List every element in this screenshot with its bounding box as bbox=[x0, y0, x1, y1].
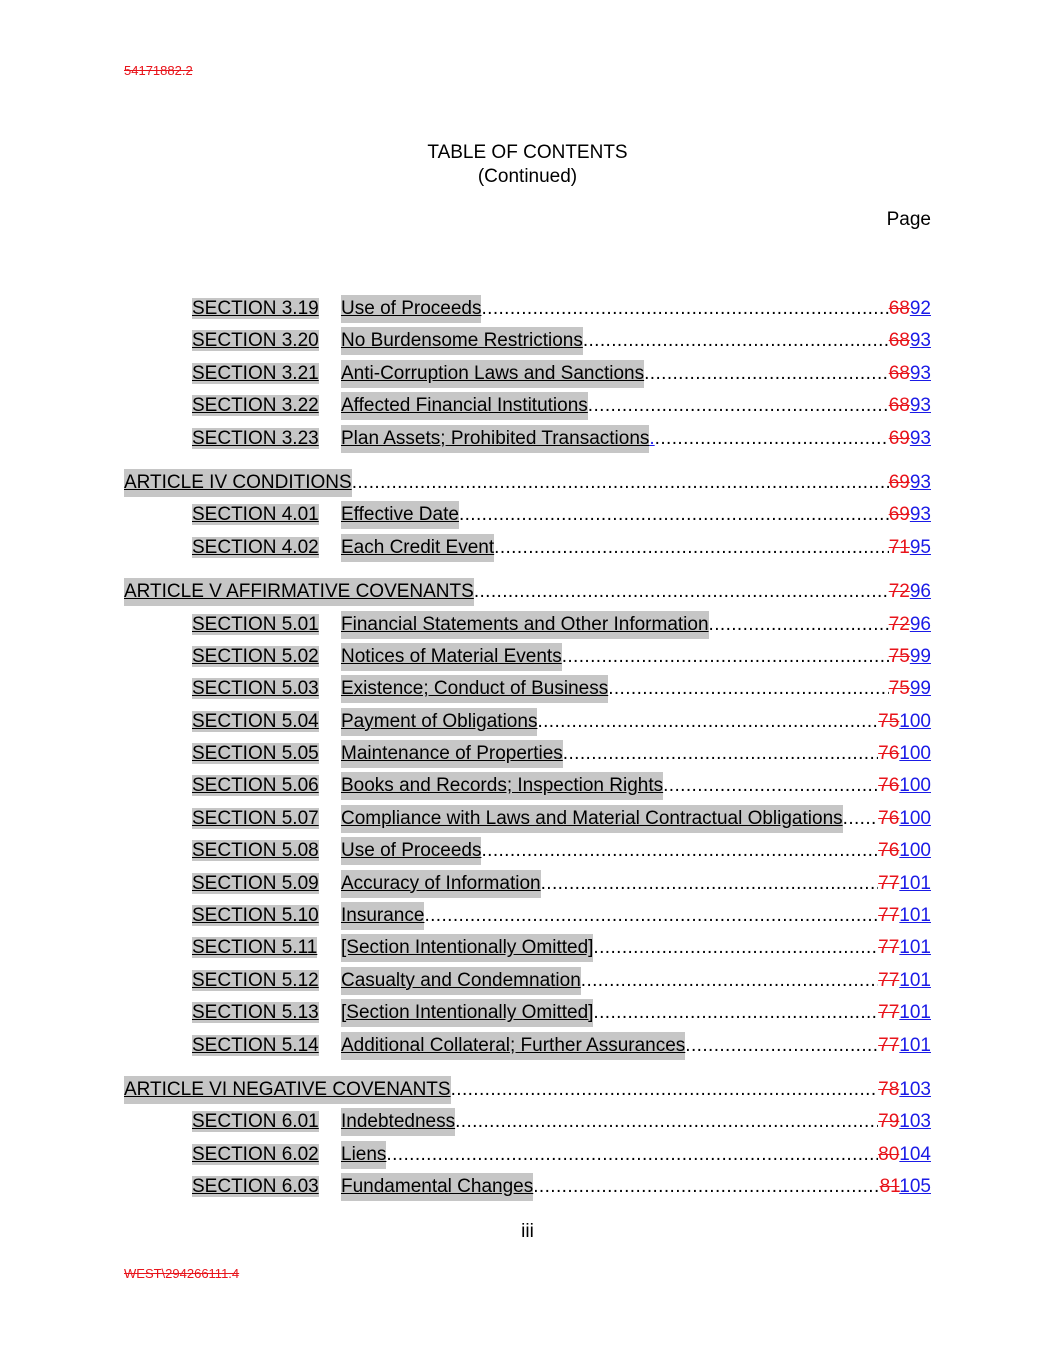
section-title[interactable]: Notices of Material Events bbox=[341, 643, 562, 671]
inserted-page-number[interactable]: 93 bbox=[909, 395, 931, 417]
inserted-page-number[interactable]: 101 bbox=[899, 872, 931, 894]
toc-section-row[interactable] bbox=[124, 805, 931, 837]
dot-leader bbox=[386, 1141, 878, 1169]
deleted-page-number: 68 bbox=[888, 298, 910, 319]
section-number-text[interactable]: SECTION 5.12 bbox=[192, 969, 319, 991]
toc-section-row[interactable] bbox=[124, 837, 931, 869]
deleted-page-number: 69 bbox=[888, 504, 910, 526]
section-number bbox=[192, 360, 341, 388]
deleted-page-number: 76 bbox=[878, 807, 900, 829]
toc-article-row[interactable] bbox=[124, 578, 931, 610]
section-title[interactable]: Liens bbox=[341, 1141, 386, 1169]
deleted-page-number: 68 bbox=[888, 362, 910, 384]
section-title[interactable]: Books and Records; Inspection Rights bbox=[341, 772, 663, 800]
dot-leader bbox=[581, 967, 878, 995]
deleted-page-number: 78 bbox=[878, 1078, 900, 1100]
section-number-text[interactable]: SECTION 5.13 bbox=[192, 1002, 319, 1024]
toc-section-row[interactable] bbox=[124, 1032, 931, 1064]
toc-section-row[interactable] bbox=[124, 870, 931, 902]
section-number-text[interactable]: SECTION 4.01 bbox=[192, 504, 319, 526]
page-subtitle: (Continued) bbox=[477, 166, 578, 187]
deleted-page-number: 77 bbox=[878, 905, 900, 927]
inserted-page-number[interactable]: 96 bbox=[909, 581, 931, 603]
inserted-page-number[interactable]: 101 bbox=[899, 1034, 931, 1056]
dot-leader bbox=[451, 1076, 879, 1104]
inserted-page-number[interactable]: 105 bbox=[899, 1176, 931, 1198]
section-title[interactable]: Compliance with Laws and Material Contractual Obligations bbox=[341, 805, 843, 833]
section-title[interactable]: Anti-Corruption Laws and Sanctions bbox=[341, 360, 644, 388]
section-number-text[interactable]: SECTION 5.11 bbox=[192, 937, 318, 959]
deleted-page-number: 79 bbox=[878, 1111, 900, 1133]
section-number bbox=[192, 1141, 341, 1169]
toc-section-row[interactable] bbox=[124, 999, 931, 1031]
page-reference[interactable] bbox=[878, 805, 931, 833]
page-reference[interactable] bbox=[889, 611, 931, 639]
page-reference[interactable] bbox=[878, 708, 931, 736]
section-number bbox=[192, 967, 341, 995]
section-number bbox=[192, 902, 341, 930]
dot-leader bbox=[459, 501, 889, 529]
page-reference[interactable] bbox=[889, 360, 931, 388]
section-title[interactable]: Affected Financial Institutions bbox=[341, 392, 588, 420]
inserted-page-number[interactable]: 100 bbox=[899, 710, 931, 732]
deleted-page-number: 68 bbox=[888, 395, 910, 417]
section-title[interactable]: Additional Collateral; Further Assurances bbox=[341, 1032, 685, 1060]
inserted-page-number[interactable]: 101 bbox=[899, 905, 931, 927]
deleted-page-number: 72 bbox=[888, 613, 910, 635]
dot-leader bbox=[593, 934, 878, 962]
inserted-page-number[interactable]: 100 bbox=[899, 775, 931, 797]
deleted-page-number: 76 bbox=[878, 743, 900, 765]
toc-section-row[interactable] bbox=[124, 740, 931, 772]
inserted-page-number[interactable]: 101 bbox=[899, 969, 931, 991]
section-number-text[interactable]: SECTION 5.03 bbox=[192, 678, 319, 700]
dot-leader bbox=[541, 870, 879, 898]
page-reference[interactable] bbox=[878, 772, 931, 800]
toc-section-row[interactable] bbox=[124, 360, 931, 392]
inserted-page-number[interactable]: 92 bbox=[909, 298, 931, 319]
inserted-page-number[interactable]: 93 bbox=[909, 330, 931, 352]
page-reference[interactable] bbox=[878, 1108, 931, 1136]
dot-leader bbox=[481, 837, 878, 865]
inserted-page-number[interactable]: 96 bbox=[909, 613, 931, 635]
section-title[interactable]: Fundamental Changes bbox=[341, 1173, 533, 1201]
section-number-text[interactable]: SECTION 5.01 bbox=[192, 613, 319, 635]
section-number bbox=[192, 708, 341, 736]
footer-document-id: WEST\294266111.4 bbox=[124, 1266, 240, 1281]
dot-leader bbox=[352, 469, 889, 497]
section-number bbox=[192, 740, 341, 768]
deleted-page-number: 77 bbox=[878, 1034, 900, 1056]
deleted-page-number: 75 bbox=[888, 678, 910, 700]
inserted-page-number[interactable]: 95 bbox=[909, 536, 931, 558]
dot-leader bbox=[424, 902, 878, 930]
toc-section-row[interactable] bbox=[124, 643, 931, 675]
section-number bbox=[192, 675, 341, 703]
page-reference[interactable] bbox=[878, 902, 931, 930]
page-reference[interactable] bbox=[889, 469, 931, 497]
toc-section-row[interactable] bbox=[124, 327, 931, 359]
page-reference[interactable] bbox=[878, 740, 931, 768]
dot-leader bbox=[474, 578, 889, 606]
section-number-text[interactable]: SECTION 3.19 bbox=[192, 298, 319, 319]
section-number-text[interactable]: SECTION 5.02 bbox=[192, 645, 319, 667]
toc-article-row[interactable] bbox=[124, 469, 931, 501]
inserted-page-number[interactable]: 103 bbox=[899, 1111, 931, 1133]
section-number bbox=[192, 999, 341, 1027]
deleted-page-number: 68 bbox=[888, 330, 910, 352]
inserted-page-number[interactable]: 100 bbox=[899, 807, 931, 829]
page-reference[interactable] bbox=[889, 327, 931, 355]
article-title[interactable]: ARTICLE V AFFIRMATIVE COVENANTS bbox=[124, 578, 474, 606]
inserted-page-number[interactable]: 93 bbox=[909, 362, 931, 384]
page-reference[interactable] bbox=[878, 934, 931, 962]
dot-leader bbox=[709, 611, 889, 639]
section-number-text[interactable]: SECTION 5.04 bbox=[192, 710, 319, 732]
toc-section-row[interactable] bbox=[124, 1141, 931, 1173]
section-number bbox=[192, 643, 341, 671]
page-reference[interactable] bbox=[878, 837, 931, 865]
page-reference[interactable] bbox=[878, 1032, 931, 1060]
section-number bbox=[192, 934, 341, 962]
section-number bbox=[192, 295, 341, 323]
toc-section-row[interactable] bbox=[124, 425, 931, 457]
toc-section-row[interactable] bbox=[124, 392, 931, 424]
dot-leader bbox=[593, 999, 878, 1027]
section-number-text[interactable]: SECTION 5.10 bbox=[192, 905, 319, 927]
inserted-suffix: . bbox=[649, 427, 655, 449]
inserted-page-number[interactable]: 100 bbox=[899, 743, 931, 765]
deleted-page-number: 69 bbox=[888, 471, 910, 493]
inserted-page-number[interactable]: 104 bbox=[899, 1143, 931, 1165]
section-title[interactable]: Effective Date bbox=[341, 501, 459, 529]
deleted-page-number: 81 bbox=[879, 1176, 900, 1198]
dot-leader bbox=[843, 805, 879, 833]
section-title[interactable]: Plan Assets; Prohibited Transactions bbox=[341, 425, 649, 453]
page-reference[interactable] bbox=[878, 967, 931, 995]
dot-leader bbox=[562, 643, 889, 671]
deleted-page-number: 69 bbox=[888, 427, 910, 449]
dot-leader bbox=[455, 1108, 878, 1136]
section-number-text[interactable]: SECTION 3.22 bbox=[192, 395, 319, 417]
section-title[interactable]: Insurance bbox=[341, 902, 424, 930]
section-number bbox=[192, 837, 341, 865]
section-number bbox=[192, 805, 341, 833]
section-title[interactable]: Indebtedness bbox=[341, 1108, 455, 1136]
deleted-page-number: 75 bbox=[878, 710, 900, 732]
dot-leader bbox=[537, 708, 878, 736]
section-number bbox=[192, 392, 341, 420]
dot-leader bbox=[494, 534, 889, 562]
dot-leader bbox=[588, 392, 889, 420]
article-title[interactable]: ARTICLE IV CONDITIONS bbox=[124, 469, 352, 497]
page-reference[interactable] bbox=[889, 501, 931, 529]
article-title[interactable]: ARTICLE VI NEGATIVE COVENANTS bbox=[124, 1076, 451, 1104]
page-reference[interactable] bbox=[880, 1173, 931, 1201]
page-reference[interactable] bbox=[889, 392, 931, 420]
page-reference[interactable] bbox=[878, 1076, 931, 1104]
page-reference[interactable] bbox=[878, 999, 931, 1027]
section-number-text[interactable]: SECTION 5.07 bbox=[192, 807, 319, 829]
page-reference[interactable] bbox=[878, 1141, 931, 1169]
page-number: iii bbox=[521, 1221, 534, 1242]
page-reference[interactable] bbox=[889, 643, 931, 671]
deleted-page-number: 76 bbox=[878, 775, 900, 797]
section-title[interactable]: Payment of Obligations bbox=[341, 708, 537, 736]
section-title[interactable]: Use of Proceeds bbox=[341, 837, 481, 865]
toc-section-row[interactable] bbox=[124, 934, 931, 966]
toc-section-row[interactable] bbox=[124, 1108, 931, 1140]
inserted-page-number[interactable]: 93 bbox=[909, 471, 931, 493]
section-number bbox=[192, 772, 341, 800]
section-title[interactable]: Maintenance of Properties bbox=[341, 740, 563, 768]
toc-section-row[interactable] bbox=[124, 534, 931, 566]
page-reference[interactable] bbox=[889, 578, 931, 606]
section-number bbox=[192, 1032, 341, 1060]
section-number bbox=[192, 611, 341, 639]
toc-article-row[interactable] bbox=[124, 1076, 931, 1108]
section-number-text[interactable]: SECTION 5.14 bbox=[192, 1034, 319, 1056]
deleted-page-number: 77 bbox=[878, 969, 900, 991]
section-number bbox=[192, 1173, 341, 1201]
section-number bbox=[192, 327, 341, 355]
inserted-page-number[interactable]: 101 bbox=[899, 937, 931, 959]
deleted-page-number: 76 bbox=[878, 840, 900, 862]
page-reference[interactable] bbox=[889, 534, 931, 562]
dot-leader bbox=[563, 740, 878, 768]
section-number-text[interactable]: SECTION 5.09 bbox=[192, 872, 319, 894]
deleted-page-number: 71 bbox=[888, 536, 910, 558]
page-title: TABLE OF CONTENTS bbox=[427, 142, 628, 163]
section-number-text[interactable]: SECTION 3.21 bbox=[192, 362, 319, 384]
section-number bbox=[192, 1108, 341, 1136]
section-number-text[interactable]: SECTION 6.01 bbox=[192, 1111, 319, 1133]
dot-leader bbox=[644, 360, 889, 388]
table-of-contents bbox=[124, 295, 931, 1206]
toc-section-row[interactable] bbox=[124, 772, 931, 804]
page-reference[interactable] bbox=[889, 675, 931, 703]
deleted-page-number: 80 bbox=[878, 1143, 900, 1165]
section-number-text[interactable]: SECTION 5.05 bbox=[192, 743, 319, 765]
page-column-label: Page bbox=[886, 209, 931, 230]
deleted-page-number: 77 bbox=[878, 937, 900, 959]
section-number bbox=[192, 534, 341, 562]
dot-leader bbox=[583, 327, 889, 355]
section-title[interactable]: Accuracy of Information bbox=[341, 870, 541, 898]
inserted-page-number[interactable]: 100 bbox=[899, 840, 931, 862]
section-number-text[interactable]: SECTION 5.06 bbox=[192, 775, 319, 797]
deleted-page-number: 77 bbox=[878, 872, 900, 894]
inserted-page-number[interactable]: 99 bbox=[909, 645, 931, 667]
dot-leader bbox=[533, 1173, 879, 1201]
section-number-text[interactable]: SECTION 3.20 bbox=[192, 330, 319, 352]
inserted-page-number[interactable]: 103 bbox=[899, 1078, 931, 1100]
page-reference[interactable] bbox=[889, 295, 931, 323]
toc-section-row[interactable] bbox=[124, 708, 931, 740]
section-number bbox=[192, 870, 341, 898]
toc-section-row[interactable] bbox=[124, 967, 931, 999]
section-number-text[interactable]: SECTION 6.03 bbox=[192, 1176, 319, 1198]
toc-section-row[interactable] bbox=[124, 1173, 931, 1205]
section-number bbox=[192, 501, 341, 529]
section-title[interactable]: Financial Statements and Other Information bbox=[341, 611, 709, 639]
dot-leader bbox=[663, 772, 878, 800]
section-number-text[interactable]: SECTION 4.02 bbox=[192, 536, 319, 558]
dot-leader bbox=[481, 295, 888, 323]
section-number-text[interactable]: SECTION 5.08 bbox=[192, 840, 319, 862]
section-title[interactable]: [Section Intentionally Omitted] bbox=[341, 934, 593, 962]
toc-section-row[interactable] bbox=[124, 675, 931, 707]
inserted-page-number[interactable]: 93 bbox=[909, 427, 931, 449]
dot-leader bbox=[685, 1032, 878, 1060]
page-reference[interactable] bbox=[878, 870, 931, 898]
section-title[interactable]: [Section Intentionally Omitted] bbox=[341, 999, 593, 1027]
section-title[interactable]: Use of Proceeds bbox=[341, 295, 481, 323]
toc-section-row[interactable] bbox=[124, 295, 931, 327]
dot-leader bbox=[608, 675, 889, 703]
deleted-page-number: 77 bbox=[878, 1002, 900, 1024]
section-title[interactable]: Existence; Conduct of Business bbox=[341, 675, 608, 703]
section-number-text[interactable]: SECTION 3.23 bbox=[192, 427, 319, 449]
page-reference[interactable] bbox=[889, 425, 931, 453]
deleted-page-number: 75 bbox=[888, 645, 910, 667]
inserted-page-number[interactable]: 101 bbox=[899, 1002, 931, 1024]
inserted-page-number[interactable]: 93 bbox=[909, 504, 931, 526]
section-number bbox=[192, 425, 341, 453]
toc-section-row[interactable] bbox=[124, 501, 931, 533]
toc-section-row[interactable] bbox=[124, 902, 931, 934]
header-document-id: 54171882.2 bbox=[124, 63, 193, 78]
section-number-text[interactable]: SECTION 6.02 bbox=[192, 1143, 319, 1165]
section-title[interactable]: Each Credit Event bbox=[341, 534, 494, 562]
toc-section-row[interactable] bbox=[124, 611, 931, 643]
dot-leader bbox=[655, 425, 889, 453]
section-title[interactable]: No Burdensome Restrictions bbox=[341, 327, 583, 355]
section-title[interactable]: Casualty and Condemnation bbox=[341, 967, 581, 995]
deleted-page-number: 72 bbox=[888, 581, 910, 603]
inserted-page-number[interactable]: 99 bbox=[909, 678, 931, 700]
